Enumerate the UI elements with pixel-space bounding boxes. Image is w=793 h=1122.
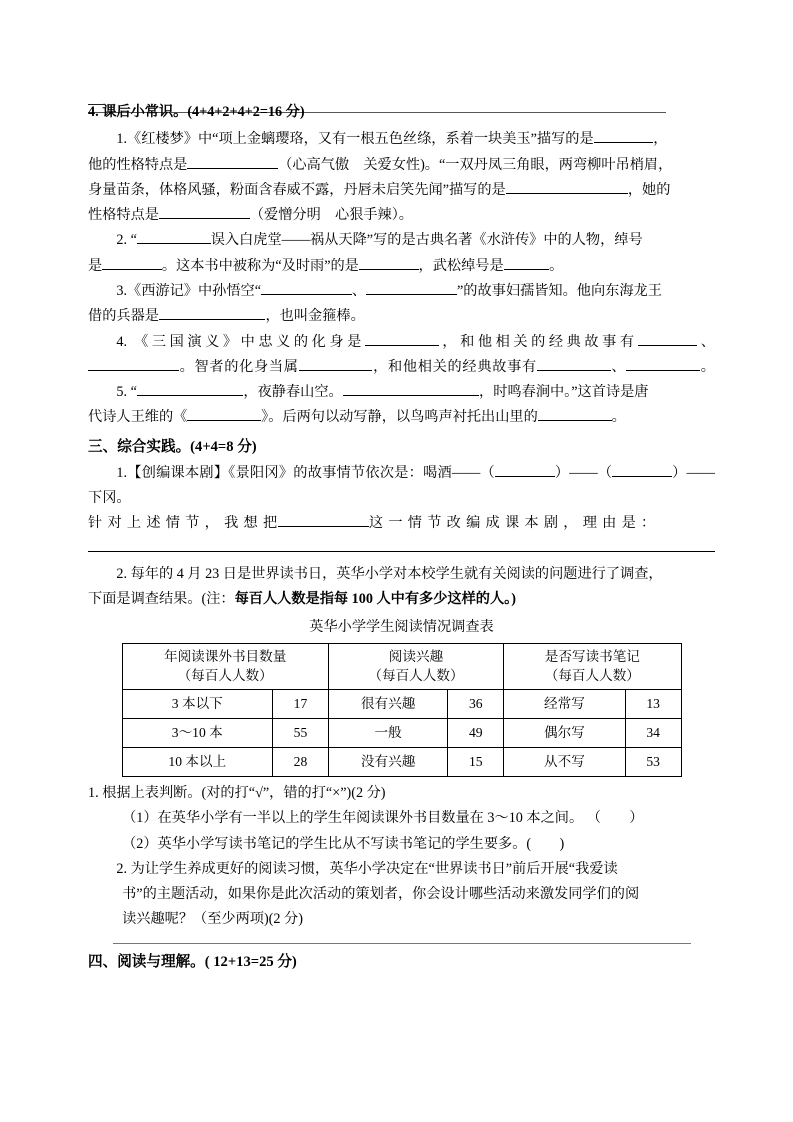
q3-2-text-a: 下面是调查结果。(注： [88,591,235,608]
table-header-row [122,643,681,689]
judge-intro: 1. 根据上表判断。(对的打“√”，错的打“×”)(2 分) [88,785,386,801]
fill-blank[interactable] [365,345,439,346]
q4-1-line1 [88,127,715,152]
header-line-1: 阅读兴趣 [388,648,444,664]
cell-category: 从不写 [504,748,626,777]
table-header-cell-1 [122,643,328,689]
q4-2-text-e: ，武松绰号是 [418,257,504,274]
q4-3-text-e: ，也叫金箍棒。 [265,308,365,325]
cell-category: 经常写 [504,690,626,719]
table-header-cell-2 [328,643,503,689]
fill-blank[interactable] [187,168,278,169]
fill-blank[interactable] [278,526,369,527]
reading-survey-table [122,643,682,777]
judge-1-text: （1）在英华小学有一半以上的学生年阅读课外书目数量在 3～10 本之间。 [122,810,584,827]
section-4-heading: 4. 课后小常识。(4+4+2+4+2=16 分) [88,104,305,120]
table-header-cell-3 [504,643,681,689]
q4-4-text-a: 4. 《三国演义》中忠义的化身是 [116,333,365,350]
q3-2-text-bold: 每百人人数是指每 100 人中有多少这样的人。) [234,591,516,608]
q3-2-line1: 2. 每年的 4 月 23 日是世界读书日，英华小学对本校学生就有关阅读的问题进行了调查， [116,565,663,582]
q4-1-text-b: ， [653,131,668,148]
q4-1-text-h: （爱憎分明 心狠手辣）。 [249,207,413,224]
q4-1-text-a: 1.《红楼梦》中“项上金螭璎珞，又有一根五色丝绦，系着一块美玉”描写的是 [116,131,594,148]
fill-blank[interactable] [137,395,244,396]
q4-2-text-a: 2. “ [116,232,137,249]
cell-value: 17 [273,690,329,719]
judge-item-2: （2）英华小学写读书笔记的学生比从不写读书笔记的学生要多。( ) [122,835,565,852]
header-line-2: （每百人人数） [368,668,464,684]
answer-blank-line[interactable] [88,551,715,552]
q4-5-text-b: ，夜静春山空。 [243,384,343,401]
table-row [122,690,681,719]
q4-4-text-b: ，和他相关的经典故事有 [438,333,638,350]
q3-1-line1 [88,461,715,512]
q3-1-text-a: 1.【创编课本剧】《景阳冈》的故事情节依次是：喝酒——（ [116,464,495,481]
fill-blank[interactable] [299,370,373,371]
q4-1-text-g: 性格特点是 [88,207,159,224]
q4-3-text-a: 3.《西游记》中孙悟空“ [116,282,262,299]
cell-value: 34 [625,719,681,748]
document-content [88,100,715,976]
cell-value: 49 [448,719,504,748]
q4-3-text-d: 借的兵器是 [88,308,159,325]
table-row [122,719,681,748]
q4-5-line2 [88,405,715,430]
q3-1-text-d: 针 对 上 述 情 节 ， 我 想 把 [88,515,278,532]
fill-blank[interactable] [159,218,250,219]
cell-value: 15 [448,748,504,777]
q4-3-line2 [88,304,715,329]
q4-1-line4 [88,203,715,228]
cell-category: 3 本以下 [122,690,273,719]
cell-value: 55 [273,719,329,748]
fill-blank[interactable] [88,370,179,371]
q3-2-line2 [88,587,715,612]
fill-blank[interactable] [612,476,672,477]
q3-1-answer-line [88,536,715,561]
q3-2b-line1: 2. 为让学生养成更好的阅读习惯，英华小学决定在“世界读书日”前后开展“我爱读 [116,860,618,877]
q3-1-text-e: 这 一 情 节 改 编 成 课 本 剧 ， 理 由 是 ： [368,515,657,532]
judge-1-answer-bracket[interactable]: （ ） [586,810,644,827]
cell-category: 没有兴趣 [328,748,448,777]
q4-4-text-g: 。 [700,358,715,375]
q3-1-line2 [88,511,715,536]
q4-4-text-d: 。智者的化身当属 [178,358,299,375]
fill-blank[interactable] [187,420,261,421]
bottom-divider-rule [113,943,691,944]
header-line-1: 是否写读书笔记 [544,648,640,664]
q4-1-text-d: （心高气傲 关爱女性)。“一双丹凤三角眼，两弯柳叶吊梢眉， [278,156,673,173]
q4-5-text-d: 代诗人王维的《 [88,409,188,426]
q4-2-line2 [88,254,715,279]
q3-1-text-c: ）——下冈。 [88,464,715,506]
q4-1-text-c: 他的性格特点是 [88,156,188,173]
table-row [122,748,681,777]
q4-5-text-e: 》。后两句以动写静，以鸟鸣声衬托出山里的 [261,409,538,426]
q4-5-text-f: 。 [611,409,626,426]
q3-2b-line2: 书”的主题活动，如果你是此次活动的策划者，你会设计哪些活动来激发同学们的阅 [122,886,640,903]
fill-blank[interactable] [359,269,419,270]
fill-blank[interactable] [366,294,457,295]
fill-blank[interactable] [538,420,612,421]
q4-4-text-e: ，和他相关的经典故事有 [372,358,537,375]
fill-blank[interactable] [102,269,162,270]
cell-category: 一般 [328,719,448,748]
q4-5-line1 [88,380,715,405]
q4-1-text-f: ，她的 [627,181,671,198]
q4-5-text-a: 5. “ [116,384,137,401]
header-line-2: （每百人人数） [544,668,640,684]
q3-2b-line3: 读兴趣呢？（至少两项)(2 分) [122,911,303,928]
q4-4-line2 [88,355,715,380]
fill-blank[interactable] [504,269,549,270]
judge-item-1 [88,806,715,831]
cell-category: 偶尔写 [504,719,626,748]
fill-blank[interactable] [137,243,211,244]
q3-1-text-b: ）——（ [554,464,613,481]
cell-value: 28 [273,748,329,777]
q4-4-text-c: 、 [697,333,715,350]
q4-2-text-f: 。 [549,257,564,274]
q4-3-text-c: ”的故事妇孺皆知。他向东海龙王 [456,282,662,299]
fill-blank[interactable] [638,345,698,346]
section-5-heading: 四、阅读与理解。( 12+13=25 分) [88,953,297,970]
header-line-1: 年阅读课外书目数量 [163,648,287,664]
fill-blank[interactable] [159,319,266,320]
cell-category: 很有兴趣 [328,690,448,719]
fill-blank[interactable] [537,370,611,371]
q4-4-text-f: 、 [610,358,627,375]
fill-blank[interactable] [261,294,352,295]
q4-4-line1 [88,330,715,355]
fill-blank[interactable] [594,142,654,143]
q4-2-line1 [88,228,715,253]
q4-2-text-c: 是 [88,257,103,274]
q4-3-line1 [88,279,715,304]
fill-blank[interactable] [343,395,479,396]
cell-value: 36 [448,690,504,719]
section-3-heading: 三、综合实践。(4+4=8 分) [88,438,257,455]
q4-1-text-e: 身量苗条，体格风骚，粉面含春威不露，丹唇未启笑先闻”描写的是 [88,181,506,198]
fill-blank[interactable] [495,476,555,477]
q4-1-line3 [88,178,715,203]
q4-2-text-d: 。这本书中被称为“及时雨”的是 [161,257,359,274]
q4-1-line2 [88,153,715,178]
fill-blank[interactable] [626,370,700,371]
cell-value: 13 [625,690,681,719]
fill-blank[interactable] [506,193,628,194]
q4-3-text-b: 、 [351,282,367,299]
cell-category: 3～10 本 [122,719,273,748]
cell-category: 10 本以上 [122,748,273,777]
q4-5-text-c: ，时鸣春涧中。”这首诗是唐 [479,384,649,401]
table-title: 英华小学学生阅读情况调查表 [309,619,494,636]
cell-value: 53 [625,748,681,777]
header-line-2: （每百人人数） [177,668,273,684]
q4-2-text-b: 误入白虎堂——祸从天降”写的是古典名著《水浒传》中的人物，绰号 [210,232,643,249]
